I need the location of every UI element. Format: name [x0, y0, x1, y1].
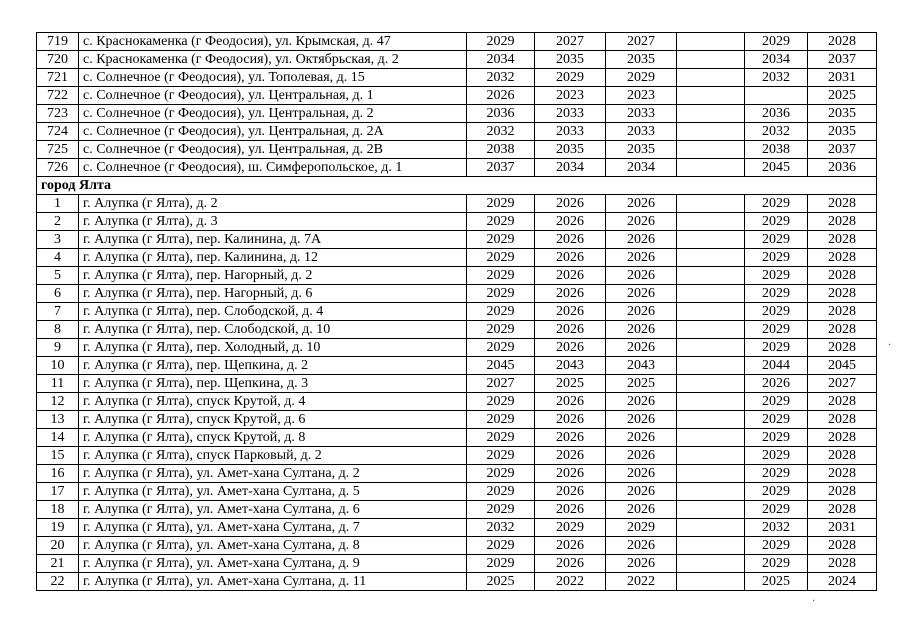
year-cell: 2029 [535, 519, 606, 537]
address-cell: г. Алупка (г Ялта), ул. Амет-хана Султана, д. 7 [79, 519, 467, 537]
year-cell: 2037 [808, 141, 877, 159]
year-cell: 2029 [745, 213, 808, 231]
address-cell: г. Алупка (г Ялта), пер. Щепкина, д. 2 [79, 357, 467, 375]
year-cell: 2029 [467, 33, 535, 51]
year-cell: 2029 [467, 303, 535, 321]
year-cell: 2028 [808, 267, 877, 285]
address-cell: г. Алупка (г Ялта), пер. Калинина, д. 12 [79, 249, 467, 267]
year-cell: 2028 [808, 321, 877, 339]
year-cell: 2036 [467, 105, 535, 123]
year-cell: 2031 [808, 69, 877, 87]
row-number: 722 [37, 87, 79, 105]
section-title: город Ялта [37, 177, 877, 195]
year-cell: 2026 [606, 231, 677, 249]
year-cell: 2028 [808, 339, 877, 357]
year-cell: 2029 [467, 231, 535, 249]
address-cell: г. Алупка (г Ялта), ул. Амет-хана Султана, д. 11 [79, 573, 467, 591]
address-cell: г. Алупка (г Ялта), ул. Амет-хана Султана, д. 2 [79, 465, 467, 483]
year-cell: 2026 [535, 393, 606, 411]
row-number: 723 [37, 105, 79, 123]
year-cell [677, 141, 745, 159]
document-table [36, 32, 877, 591]
year-cell: 2026 [535, 555, 606, 573]
year-cell: 2026 [535, 501, 606, 519]
year-cell: 2026 [745, 375, 808, 393]
page-mark: · [812, 596, 816, 607]
address-cell: с. Солнечное (г Феодосия), ул. Тополевая, д. 15 [79, 69, 467, 87]
address-cell: г. Алупка (г Ялта), д. 3 [79, 213, 467, 231]
year-cell: 2027 [535, 33, 606, 51]
address-cell: г. Алупка (г Ялта), пер. Слободской, д. 10 [79, 321, 467, 339]
table-row [37, 537, 877, 555]
address-cell: с. Солнечное (г Феодосия), ул. Центральная, д. 1 [79, 87, 467, 105]
year-cell: 2026 [535, 411, 606, 429]
year-cell: 2025 [745, 573, 808, 591]
row-number: 2 [37, 213, 79, 231]
year-cell: 2035 [808, 123, 877, 141]
address-cell: г. Алупка (г Ялта), спуск Крутой, д. 4 [79, 393, 467, 411]
year-cell: 2026 [606, 267, 677, 285]
year-cell: 2028 [808, 195, 877, 213]
year-cell: 2023 [606, 87, 677, 105]
year-cell: 2026 [535, 321, 606, 339]
year-cell [677, 483, 745, 501]
table-row [37, 555, 877, 573]
address-cell: с. Солнечное (г Феодосия), ул. Центральная, д. 2А [79, 123, 467, 141]
year-cell [677, 573, 745, 591]
table-row [37, 375, 877, 393]
year-cell: 2029 [467, 195, 535, 213]
year-cell: 2028 [808, 483, 877, 501]
year-cell: 2026 [606, 249, 677, 267]
row-number: 5 [37, 267, 79, 285]
year-cell: 2029 [467, 537, 535, 555]
year-cell: 2029 [745, 447, 808, 465]
year-cell: 2026 [606, 213, 677, 231]
year-cell: 2026 [606, 393, 677, 411]
table-row [37, 519, 877, 537]
year-cell: 2026 [606, 339, 677, 357]
row-number: 13 [37, 411, 79, 429]
year-cell: 2033 [606, 123, 677, 141]
year-cell: 2029 [467, 447, 535, 465]
year-cell: 2026 [606, 465, 677, 483]
year-cell: 2037 [808, 51, 877, 69]
table-row [37, 339, 877, 357]
year-cell: 2027 [808, 375, 877, 393]
year-cell: 2029 [745, 501, 808, 519]
row-number: 11 [37, 375, 79, 393]
year-cell [677, 285, 745, 303]
year-cell: 2036 [745, 105, 808, 123]
table-row [37, 393, 877, 411]
year-cell [677, 159, 745, 177]
address-cell: г. Алупка (г Ялта), пер. Холодный, д. 10 [79, 339, 467, 357]
year-cell: 2026 [606, 321, 677, 339]
table-row [37, 465, 877, 483]
table-row [37, 573, 877, 591]
year-cell: 2023 [535, 87, 606, 105]
address-cell: г. Алупка (г Ялта), спуск Крутой, д. 8 [79, 429, 467, 447]
year-cell: 2045 [467, 357, 535, 375]
year-cell: 2029 [745, 483, 808, 501]
year-cell: 2026 [535, 213, 606, 231]
year-cell: 2022 [606, 573, 677, 591]
table-row [37, 195, 877, 213]
address-cell: г. Алупка (г Ялта), пер. Слободской, д. 4 [79, 303, 467, 321]
year-cell: 2034 [745, 51, 808, 69]
year-cell: 2034 [467, 51, 535, 69]
year-cell [677, 465, 745, 483]
row-number: 1 [37, 195, 79, 213]
year-cell: 2029 [606, 519, 677, 537]
table-row [37, 267, 877, 285]
year-cell [677, 249, 745, 267]
address-cell: г. Алупка (г Ялта), пер. Нагорный, д. 2 [79, 267, 467, 285]
year-cell: 2032 [745, 519, 808, 537]
year-cell: 2029 [745, 411, 808, 429]
year-cell: 2032 [467, 69, 535, 87]
year-cell: 2044 [745, 357, 808, 375]
year-cell: 2026 [606, 411, 677, 429]
year-cell: 2029 [467, 411, 535, 429]
year-cell: 2035 [606, 141, 677, 159]
year-cell [677, 357, 745, 375]
year-cell: 2032 [467, 123, 535, 141]
year-cell: 2032 [745, 69, 808, 87]
year-cell: 2029 [745, 393, 808, 411]
table-row [37, 411, 877, 429]
year-cell: 2025 [535, 375, 606, 393]
year-cell: 2037 [467, 159, 535, 177]
table-row [37, 51, 877, 69]
table-row [37, 447, 877, 465]
year-cell: 2029 [467, 267, 535, 285]
table-row [37, 357, 877, 375]
year-cell: 2028 [808, 501, 877, 519]
year-cell: 2026 [535, 465, 606, 483]
row-number: 14 [37, 429, 79, 447]
year-cell [677, 447, 745, 465]
row-number: 3 [37, 231, 79, 249]
table-row [37, 69, 877, 87]
year-cell: 2025 [467, 573, 535, 591]
table-row [37, 303, 877, 321]
year-cell: 2026 [535, 285, 606, 303]
year-cell: 2026 [606, 429, 677, 447]
year-cell [677, 213, 745, 231]
year-cell: 2029 [467, 285, 535, 303]
row-number: 719 [37, 33, 79, 51]
table-body [37, 33, 877, 591]
table-row [37, 231, 877, 249]
year-cell: 2029 [745, 303, 808, 321]
year-cell: 2031 [808, 519, 877, 537]
year-cell: 2028 [808, 249, 877, 267]
year-cell: 2029 [745, 267, 808, 285]
year-cell: 2026 [535, 537, 606, 555]
row-number: 721 [37, 69, 79, 87]
year-cell [745, 87, 808, 105]
year-cell: 2034 [606, 159, 677, 177]
address-cell: с. Солнечное (г Феодосия), ш. Симферопольское, д. 1 [79, 159, 467, 177]
row-number: 22 [37, 573, 79, 591]
table-row [37, 141, 877, 159]
row-number: 6 [37, 285, 79, 303]
year-cell: 2026 [535, 483, 606, 501]
year-cell: 2026 [467, 87, 535, 105]
year-cell: 2024 [808, 573, 877, 591]
year-cell [677, 87, 745, 105]
year-cell: 2029 [745, 285, 808, 303]
year-cell: 2035 [535, 51, 606, 69]
year-cell: 2034 [535, 159, 606, 177]
row-number: 15 [37, 447, 79, 465]
row-number: 12 [37, 393, 79, 411]
year-cell: 2029 [745, 321, 808, 339]
year-cell: 2029 [745, 465, 808, 483]
year-cell: 2029 [535, 69, 606, 87]
table-row [37, 501, 877, 519]
year-cell: 2028 [808, 213, 877, 231]
row-number: 18 [37, 501, 79, 519]
year-cell: 2033 [535, 105, 606, 123]
year-cell: 2032 [745, 123, 808, 141]
year-cell: 2038 [467, 141, 535, 159]
year-cell [677, 195, 745, 213]
year-cell: 2029 [745, 339, 808, 357]
row-number: 10 [37, 357, 79, 375]
year-cell: 2028 [808, 537, 877, 555]
address-cell: г. Алупка (г Ялта), ул. Амет-хана Султана, д. 9 [79, 555, 467, 573]
address-cell: г. Алупка (г Ялта), спуск Крутой, д. 6 [79, 411, 467, 429]
row-number: 16 [37, 465, 79, 483]
year-cell: 2029 [467, 393, 535, 411]
year-cell: 2045 [745, 159, 808, 177]
year-cell: 2026 [535, 267, 606, 285]
year-cell: 2026 [606, 285, 677, 303]
year-cell: 2027 [467, 375, 535, 393]
year-cell: 2035 [808, 105, 877, 123]
year-cell [677, 123, 745, 141]
year-cell: 2029 [467, 321, 535, 339]
row-number: 726 [37, 159, 79, 177]
address-cell: с. Солнечное (г Феодосия), ул. Центральная, д. 2 [79, 105, 467, 123]
year-cell: 2029 [745, 537, 808, 555]
year-cell: 2035 [606, 51, 677, 69]
year-cell: 2033 [535, 123, 606, 141]
row-number: 4 [37, 249, 79, 267]
row-number: 7 [37, 303, 79, 321]
row-number: 21 [37, 555, 79, 573]
year-cell [677, 339, 745, 357]
year-cell: 2026 [606, 555, 677, 573]
year-cell [677, 375, 745, 393]
year-cell: 2026 [535, 303, 606, 321]
year-cell: 2028 [808, 411, 877, 429]
year-cell: 2038 [745, 141, 808, 159]
table-row [37, 213, 877, 231]
row-number: 725 [37, 141, 79, 159]
address-cell: г. Алупка (г Ялта), пер. Нагорный, д. 6 [79, 285, 467, 303]
year-cell [677, 411, 745, 429]
year-cell: 2028 [808, 447, 877, 465]
year-cell: 2026 [606, 195, 677, 213]
year-cell: 2026 [606, 483, 677, 501]
year-cell [677, 303, 745, 321]
year-cell [677, 105, 745, 123]
year-cell [677, 321, 745, 339]
year-cell: 2043 [535, 357, 606, 375]
table-row [37, 123, 877, 141]
address-cell: г. Алупка (г Ялта), пер. Щепкина, д. 3 [79, 375, 467, 393]
year-cell [677, 69, 745, 87]
year-cell: 2043 [606, 357, 677, 375]
year-cell: 2026 [535, 195, 606, 213]
year-cell: 2026 [535, 429, 606, 447]
year-cell: 2028 [808, 555, 877, 573]
row-number: 17 [37, 483, 79, 501]
table-row [37, 429, 877, 447]
year-cell [677, 429, 745, 447]
address-cell: с. Солнечное (г Феодосия), ул. Центральная, д. 2В [79, 141, 467, 159]
year-cell: 2026 [535, 249, 606, 267]
year-cell: 2029 [467, 339, 535, 357]
row-number: 720 [37, 51, 79, 69]
page-mark: · [888, 340, 892, 351]
year-cell: 2029 [467, 483, 535, 501]
address-cell: г. Алупка (г Ялта), д. 2 [79, 195, 467, 213]
year-cell [677, 555, 745, 573]
year-cell [677, 51, 745, 69]
year-cell: 2029 [745, 555, 808, 573]
row-number: 724 [37, 123, 79, 141]
year-cell: 2036 [808, 159, 877, 177]
year-cell: 2026 [606, 537, 677, 555]
year-cell [677, 393, 745, 411]
year-cell: 2029 [745, 231, 808, 249]
year-cell: 2026 [606, 303, 677, 321]
table-row [37, 321, 877, 339]
year-cell: 2029 [467, 429, 535, 447]
year-cell: 2026 [535, 339, 606, 357]
section-row [37, 177, 877, 195]
address-cell: г. Алупка (г Ялта), ул. Амет-хана Султана, д. 8 [79, 537, 467, 555]
address-cell: с. Краснокаменка (г Феодосия), ул. Октябрьская, д. 2 [79, 51, 467, 69]
table-row [37, 33, 877, 51]
row-number: 19 [37, 519, 79, 537]
year-cell: 2028 [808, 285, 877, 303]
year-cell: 2028 [808, 429, 877, 447]
year-cell [677, 519, 745, 537]
row-number: 20 [37, 537, 79, 555]
address-cell: г. Алупка (г Ялта), спуск Парковый, д. 2 [79, 447, 467, 465]
table-row [37, 285, 877, 303]
year-cell: 2028 [808, 465, 877, 483]
year-cell: 2033 [606, 105, 677, 123]
table-row [37, 105, 877, 123]
year-cell: 2022 [535, 573, 606, 591]
year-cell: 2029 [745, 33, 808, 51]
row-number: 9 [37, 339, 79, 357]
address-cell: с. Краснокаменка (г Феодосия), ул. Крымская, д. 47 [79, 33, 467, 51]
table-row [37, 483, 877, 501]
address-cell: г. Алупка (г Ялта), ул. Амет-хана Султана, д. 6 [79, 501, 467, 519]
year-cell: 2029 [467, 501, 535, 519]
year-cell: 2029 [606, 69, 677, 87]
year-cell: 2026 [606, 501, 677, 519]
year-cell: 2029 [745, 429, 808, 447]
year-cell: 2035 [535, 141, 606, 159]
year-cell: 2032 [467, 519, 535, 537]
year-cell: 2029 [745, 249, 808, 267]
table-row [37, 87, 877, 105]
year-cell: 2026 [535, 447, 606, 465]
year-cell: 2027 [606, 33, 677, 51]
year-cell: 2028 [808, 303, 877, 321]
year-cell: 2045 [808, 357, 877, 375]
year-cell: 2029 [745, 195, 808, 213]
year-cell [677, 33, 745, 51]
year-cell: 2026 [606, 447, 677, 465]
year-cell: 2028 [808, 231, 877, 249]
address-cell: г. Алупка (г Ялта), пер. Калинина, д. 7А [79, 231, 467, 249]
year-cell: 2026 [535, 231, 606, 249]
table-row [37, 249, 877, 267]
address-cell: г. Алупка (г Ялта), ул. Амет-хана Султана, д. 5 [79, 483, 467, 501]
year-cell: 2029 [467, 465, 535, 483]
table-row [37, 159, 877, 177]
year-cell [677, 501, 745, 519]
row-number: 8 [37, 321, 79, 339]
year-cell: 2025 [808, 87, 877, 105]
year-cell: 2028 [808, 393, 877, 411]
year-cell [677, 231, 745, 249]
year-cell: 2029 [467, 555, 535, 573]
year-cell: 2025 [606, 375, 677, 393]
year-cell: 2028 [808, 33, 877, 51]
year-cell [677, 537, 745, 555]
year-cell [677, 267, 745, 285]
year-cell: 2029 [467, 213, 535, 231]
year-cell: 2029 [467, 249, 535, 267]
